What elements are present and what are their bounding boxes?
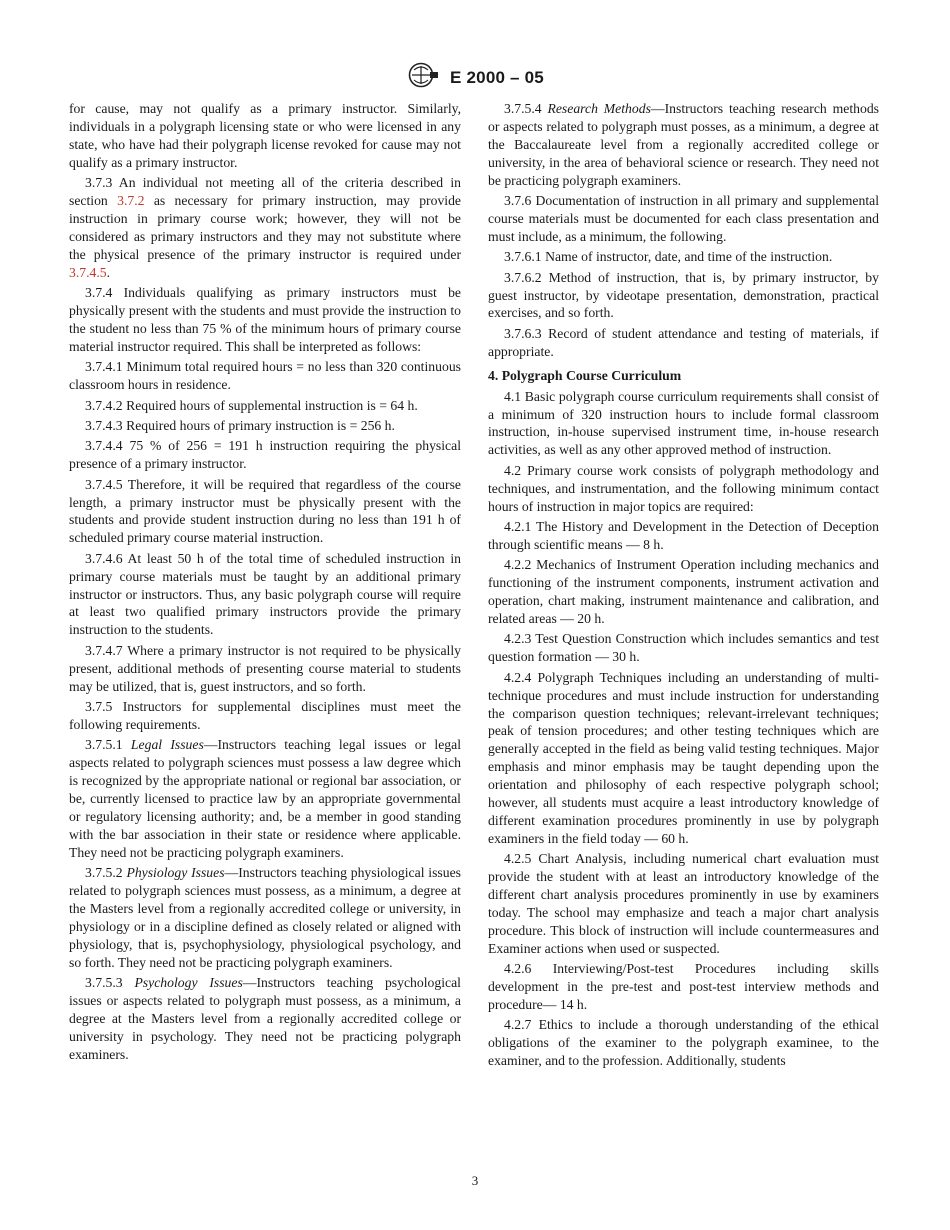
clause-text: —Instructors teaching research methods or aspects related to polygraph must posses, as a minimum, a degree at the Baccalaureate level from a regionally accredited college or university, in the area of behavioral science or research. They need not be practicing polygraph examiners.	[488, 101, 880, 188]
clause-text: —Instructors teaching legal issues or legal aspects related to polygraph sciences must possess a law degree which is recognized by the appropriate national or regional bar association, or be, currently licensed to practice law by an appropriate governmental or regulatory licensing authority; and, be a member in good standing with the bar association in their state or residence where applicable. They need not be practicing polygraph examiners.	[69, 737, 461, 860]
paragraph: 4.2.3 Test Question Construction which includes semantics and test question formation — 30 h.	[488, 631, 879, 665]
astm-logo-icon	[406, 62, 440, 93]
paragraph: 4.2.6 Interviewing/Post-test Procedures including skills development in the pre-test and post-test interview methods and procedure— 14 h.	[488, 961, 879, 1012]
paragraph: 3.7.6.2 Method of instruction, that is, by primary instructor, by guest instructor, by videotape presentation, demonstration, practical exercises, and so forth.	[488, 269, 879, 321]
paragraph: 4.2 Primary course work consists of polygraph methodology and techniques, and instrumentation, and the following minimum contact hours of instruction in major topics are required:	[488, 462, 879, 514]
paragraph: 3.7.4.5 Therefore, it will be required that regardless of the course length, a primary instructor must be physically present with the students and provide student instruction during no less than 191 h of scheduled primary course material instruction.	[69, 476, 461, 546]
paragraph: 3.7.4.4 75 % of 256 = 191 h instruction requiring the physical presence of a primary instructor.	[69, 438, 461, 472]
clause-number: 3.7.5.4	[504, 101, 542, 116]
clause-title: Legal Issues	[130, 737, 204, 753]
clause-title: Physiology Issues	[126, 865, 225, 881]
standard-designation: E 2000 – 05	[450, 67, 544, 87]
page-header	[0, 62, 950, 93]
section-ref-link[interactable]: 3.7.2	[117, 193, 145, 209]
paragraph-legal-issues	[69, 736, 461, 861]
text-run: 3.7.3 An individual not meeting all of the criteria described in section	[69, 175, 461, 209]
paragraph-3-7-3	[69, 174, 461, 281]
paragraph-research-methods	[488, 100, 879, 190]
paragraph: 3.7.4.2 Required hours of supplemental instruction is = 64 h.	[85, 397, 418, 413]
paragraph: 4.2.1 The History and Development in the Detection of Deception through scientific means — 8 h.	[488, 518, 879, 552]
paragraph: 4.2.4 Polygraph Techniques including an understanding of multi-technique procedures and must include instruction for understanding the comparison question techniques; relevant-irrelevant techniques; peak of tension procedures; and other testing techniques which are generally accepted in the field as being valid testing techniques. Major emphasis and minor emphasis may be taught depending upon the orientation and philosophy of each respective polygraph school; however, all students must acquire a least introductory knowledge of different examination procedures prominently in use by polygraph examiners in the field today — 60 h.	[488, 669, 879, 846]
paragraph: 4.2.5 Chart Analysis, including numerical chart evaluation must provide the student with at least an introductory knowledge of the different chart analysis procedures prominently in use by examiners today. The school may emphasize and teach a major chart analysis procedure. This block of instruction will include countermeasures and Examiner actions when used or suspected.	[488, 851, 879, 956]
paragraph: 3.7.6.1 Name of instructor, date, and time of the instruction.	[504, 249, 833, 265]
clause-text: —Instructors teaching physiological issues related to polygraph sciences must possess, as a minimum, a degree at the Masters level from a regionally accredited college or university, in physiology or in a discipline defined as closely related or aligned with physiology, that is, psychophysiology, physiological psychology, and so forth. They need not be practicing polygraph examiners.	[69, 865, 462, 970]
paragraph: 3.7.4.6 At least 50 h of the total time of scheduled instruction in primary course materials must be taught by an additional primary instructor or instructors. Thus, any basic polygraph course will require at least two qualified primary instructors provide the primary instruction to the students.	[69, 550, 461, 638]
clause-text: —Instructors teaching psychological issues or aspects related to polygraph must possess, as a minimum, a degree at the Masters level from a regionally accredited college or university in psychology. They need not be practicing polygraph examiners.	[69, 975, 461, 1062]
paragraph: for cause, may not qualify as a primary instructor. Similarly, individuals in a polygraph licensing state or who were licensed in any state, who have had their polygraph license revoked for cause may not qualify as a primary instructor.	[69, 101, 461, 170]
page-number: 3	[471, 1173, 479, 1188]
paragraph: 4.2.7 Ethics to include a thorough understanding of the ethical obligations of the examiner to the polygraph examinee, to the examiner, and to the profession. Additionally, students	[488, 1017, 879, 1069]
clause-number: 3.7.5.1	[85, 737, 123, 753]
paragraph-psychology-issues	[69, 974, 461, 1064]
paragraph-physiology-issues	[69, 864, 461, 971]
paragraph: 3.7.4.1 Minimum total required hours = no less than 320 continuous classroom hours in residence.	[69, 359, 461, 393]
clause-title: Psychology Issues	[134, 975, 243, 991]
paragraph: 3.7.6 Documentation of instruction in all primary and supplemental course materials must be documented for each class presentation and must include, as a minimum, the following.	[488, 193, 879, 244]
paragraph: 4.2.2 Mechanics of Instrument Operation including mechanics and functioning of the instrument components, instrument activation and operation, chart making, instrument maintenance and calibration, and related areas — 20 h.	[488, 557, 879, 626]
section-heading: 4. Polygraph Course Curriculum	[488, 367, 682, 383]
paragraph: 3.7.6.3 Record of student attendance and testing of materials, if appropriate.	[488, 325, 879, 359]
left-column	[69, 100, 461, 1066]
right-column	[488, 100, 879, 1073]
paragraph: 3.7.4 Individuals qualifying as primary instructors must be physically present with the students and must provide the instruction to the student no less than 75 % of the minimum hours of primary course material instructor required. This shall be interpreted as follows:	[69, 285, 461, 354]
section-ref-link[interactable]: 3.7.4.5	[69, 264, 107, 280]
clause-number: 3.7.5.2	[85, 865, 123, 881]
paragraph: 3.7.5 Instructors for supplemental disciplines must meet the following requirements.	[69, 699, 461, 732]
text-run: as necessary for primary instruction, may provide instruction in primary course work; however, they will not be considered as primary instructors and they may not substitute where the physical presence of the primary instructor is required under	[69, 193, 462, 262]
clause-number: 3.7.5.3	[85, 975, 123, 991]
paragraph: 3.7.4.3 Required hours of primary instruction is = 256 h.	[85, 417, 395, 433]
paragraph: 3.7.4.7 Where a primary instructor is not required to be physically present, additional methods of presenting course material to students may be utilized, that is, guest instructors, and so forth.	[69, 642, 461, 694]
paragraph: 4.1 Basic polygraph course curriculum requirements shall consist of a minimum of 320 instruction hours to include formal classroom instruction, in-house supervised instrument time, in-house research activities, as well as any other approved method of instruction.	[488, 388, 879, 458]
clause-title: Research Methods	[547, 101, 651, 116]
text-run: .	[106, 264, 111, 280]
